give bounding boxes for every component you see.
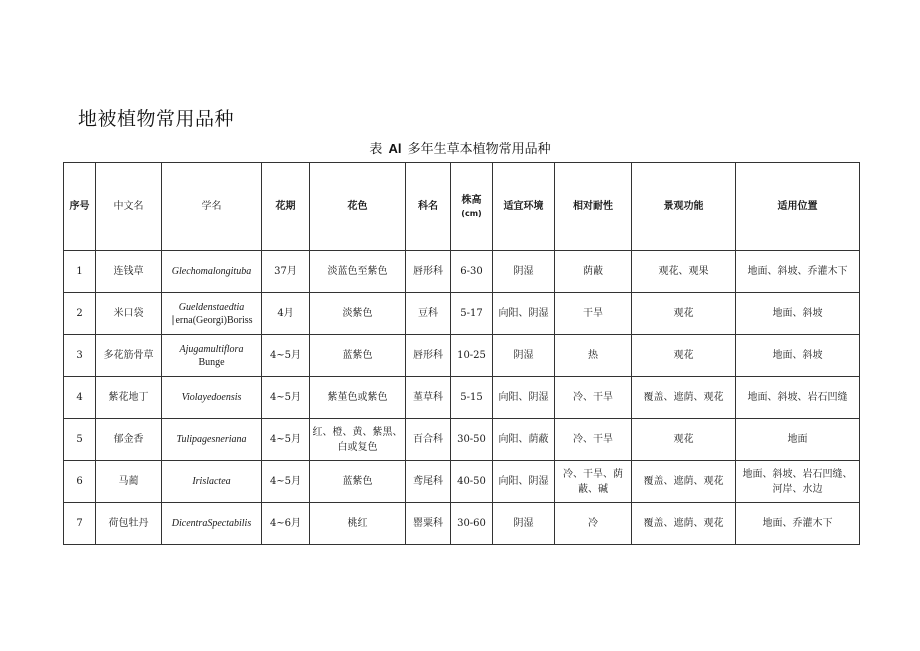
cell-location: 地面、乔灌木下: [736, 503, 860, 545]
cell-sci-name: [162, 377, 262, 419]
cell-sci-name: [162, 503, 262, 545]
cell-height: 30-60: [451, 503, 493, 545]
cell-bloom: 4~5月: [262, 377, 310, 419]
cell-height: 40-50: [451, 461, 493, 503]
sci-name-author: ∣erna(Georgi)Boriss: [170, 314, 253, 326]
cell-bloom: 37月: [262, 251, 310, 293]
sci-name-text: Ajugamultiflora: [179, 343, 244, 355]
cell-family: 堇草科: [406, 377, 451, 419]
cell-sci-name: [162, 293, 262, 335]
cell-tolerance: 冷、干旱: [555, 419, 632, 461]
table-row: [64, 419, 860, 461]
cell-cn-name: 紫花地丁: [96, 377, 162, 419]
cell-height: 5-15: [451, 377, 493, 419]
sci-name-text: Glechomalongituba: [171, 266, 252, 277]
sci-name-text: Gueldenstaedtia: [178, 301, 245, 313]
cell-location: 地面、斜坡: [736, 293, 860, 335]
header-bloom: 花期: [262, 163, 310, 251]
cell-family: 百合科: [406, 419, 451, 461]
cell-tolerance: 冷、干旱、荫蔽、碱: [555, 461, 632, 503]
table-row: [64, 251, 860, 293]
cell-tolerance: 冷、干旱: [555, 377, 632, 419]
cell-no: 5: [64, 419, 96, 461]
caption-text: 多年生草本植物常用品种: [407, 142, 551, 157]
header-sci-name: 学名: [162, 163, 262, 251]
cell-tolerance: 热: [555, 335, 632, 377]
table-caption: [0, 138, 920, 157]
cell-tolerance: 干旱: [555, 293, 632, 335]
cell-no: 7: [64, 503, 96, 545]
cell-color: 蓝紫色: [310, 461, 406, 503]
cell-family: 豆科: [406, 293, 451, 335]
cell-no: 2: [64, 293, 96, 335]
sci-name-text: Violayedoensis: [181, 392, 242, 403]
cell-color: 蓝紫色: [310, 335, 406, 377]
cell-cn-name: 米口袋: [96, 293, 162, 335]
header-env: 适宜环境: [493, 163, 555, 251]
cell-cn-name: 多花筋骨草: [96, 335, 162, 377]
header-cn-name: 中文名: [96, 163, 162, 251]
cell-tolerance: 荫蔽: [555, 251, 632, 293]
cell-cn-name: 马蔺: [96, 461, 162, 503]
cell-function: 观花: [632, 419, 736, 461]
cell-color: 红、橙、黄、紫黑、白或复色: [310, 419, 406, 461]
cell-location: 地面、斜坡: [736, 335, 860, 377]
cell-env: 阴湿: [493, 251, 555, 293]
cell-family: 唇形科: [406, 251, 451, 293]
cell-function: 观花: [632, 293, 736, 335]
cell-env: 阴湿: [493, 503, 555, 545]
table-header-row: [64, 163, 860, 251]
cell-tolerance: 冷: [555, 503, 632, 545]
sci-name-text: Tulipagesneriana: [176, 434, 247, 445]
header-location: 适用位置: [736, 163, 860, 251]
cell-sci-name: [162, 335, 262, 377]
cell-no: 3: [64, 335, 96, 377]
header-color: 花色: [310, 163, 406, 251]
cell-location: 地面: [736, 419, 860, 461]
cell-location: 地面、斜坡、岩石凹缝、河岸、水边: [736, 461, 860, 503]
cell-cn-name: 荷包牡丹: [96, 503, 162, 545]
cell-bloom: 4~6月: [262, 503, 310, 545]
cell-no: 4: [64, 377, 96, 419]
sci-name-text: Irislactea: [192, 476, 231, 487]
cell-env: 向阳、阴湿: [493, 293, 555, 335]
cell-function: 覆盖、遮荫、观花: [632, 461, 736, 503]
cell-cn-name: 连钱草: [96, 251, 162, 293]
cell-family: 鸢尾科: [406, 461, 451, 503]
header-function: 景观功能: [632, 163, 736, 251]
cell-no: 6: [64, 461, 96, 503]
header-tolerance: 相对耐性: [555, 163, 632, 251]
cell-no: 1: [64, 251, 96, 293]
cell-sci-name: [162, 419, 262, 461]
cell-height: 5-17: [451, 293, 493, 335]
sci-name-author: Bunge: [198, 356, 225, 368]
cell-bloom: 4~5月: [262, 335, 310, 377]
cell-location: 地面、斜坡、乔灌木下: [736, 251, 860, 293]
cell-family: 罂粟科: [406, 503, 451, 545]
cell-height: 30-50: [451, 419, 493, 461]
cell-function: 观花: [632, 335, 736, 377]
cell-env: 向阳、阴湿: [493, 461, 555, 503]
cell-family: 唇形科: [406, 335, 451, 377]
cell-color: 淡蓝色至紫色: [310, 251, 406, 293]
plant-species-table: [63, 162, 860, 545]
caption-code: Al: [388, 141, 402, 156]
cell-height: 10-25: [451, 335, 493, 377]
cell-sci-name: [162, 461, 262, 503]
cell-height: 6-30: [451, 251, 493, 293]
caption-prefix: 表: [369, 142, 383, 157]
cell-cn-name: 郁金香: [96, 419, 162, 461]
cell-function: 观花、观果: [632, 251, 736, 293]
header-family: 科名: [406, 163, 451, 251]
cell-location: 地面、斜坡、岩石凹缝: [736, 377, 860, 419]
cell-color: 紫堇色或紫色: [310, 377, 406, 419]
document-title: 地被植物常用品种: [78, 108, 235, 130]
cell-bloom: 4~5月: [262, 461, 310, 503]
cell-env: 阴湿: [493, 335, 555, 377]
sci-name-text: DicentraSpectabilis: [171, 518, 252, 529]
cell-bloom: 4月: [262, 293, 310, 335]
header-height: [451, 163, 493, 251]
cell-color: 淡紫色: [310, 293, 406, 335]
cell-env: 向阳、荫蔽: [493, 419, 555, 461]
cell-sci-name: [162, 251, 262, 293]
table-row: [64, 377, 860, 419]
table-row: [64, 335, 860, 377]
header-height-label: 株高: [461, 195, 482, 206]
cell-bloom: 4~5月: [262, 419, 310, 461]
header-height-unit: (cm): [461, 209, 482, 218]
header-no: 序号: [64, 163, 96, 251]
cell-color: 桃红: [310, 503, 406, 545]
table-row: [64, 293, 860, 335]
table-row: [64, 461, 860, 503]
table-row: [64, 503, 860, 545]
cell-env: 向阳、阴湿: [493, 377, 555, 419]
cell-function: 覆盖、遮荫、观花: [632, 377, 736, 419]
cell-function: 覆盖、遮荫、观花: [632, 503, 736, 545]
